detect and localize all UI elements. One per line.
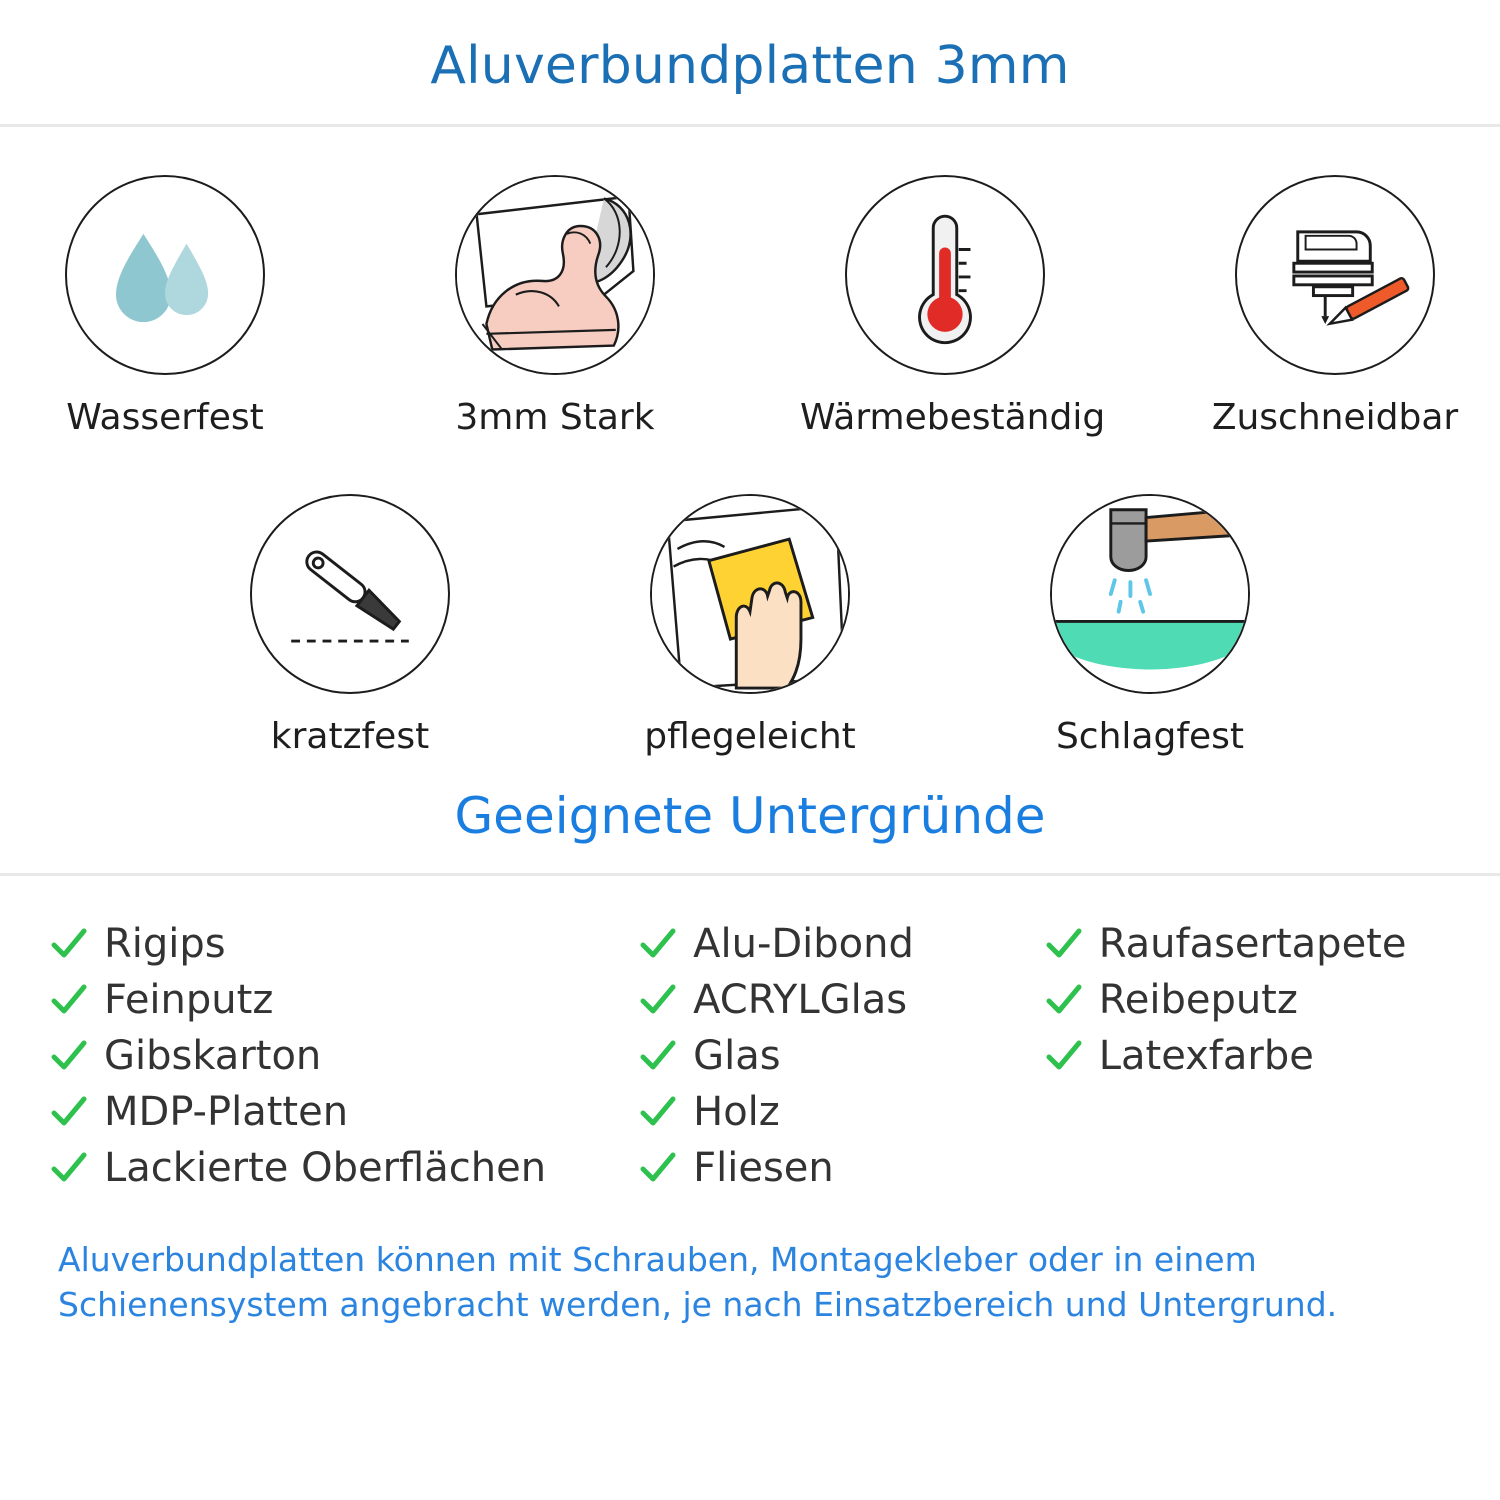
list-item [50, 1084, 639, 1140]
feature-label: Wasserfest [66, 397, 264, 438]
list-item-label: MDP-Platten [104, 1089, 349, 1135]
hammer-impact-icon [1052, 496, 1248, 692]
list-item-label: Feinputz [104, 977, 274, 1023]
feature-icon-circle [455, 175, 655, 375]
list-item-label: Rigips [104, 921, 226, 967]
scratch-knife-icon [252, 496, 448, 692]
list-item [50, 1140, 639, 1196]
list-item-label: Latexfarbe [1098, 1033, 1314, 1079]
check-mark-icon [50, 1149, 88, 1187]
check-mark-icon [1045, 925, 1083, 963]
list-item [1045, 972, 1460, 1028]
list-item [639, 1084, 1045, 1140]
check-mark-icon [50, 925, 88, 963]
section-title-substrates: Geeignete Untergründe [454, 787, 1046, 845]
list-item [50, 1028, 639, 1084]
cleaning-cloth-icon [652, 496, 848, 692]
feature-label: Zuschneidbar [1211, 397, 1459, 438]
list-item-label: Reibeputz [1098, 977, 1298, 1023]
list-item-label: ACRYLGlas [693, 977, 908, 1023]
feature-icon-circle [65, 175, 265, 375]
feature-grid [0, 127, 1500, 757]
check-mark-icon [1045, 1037, 1083, 1075]
footer-note: Aluverbundplatten können mit Schrauben, Montagekleber oder in einem Schienensystem angebracht werden, je nach Einsatzbereich und Untergrund. [58, 1240, 1338, 1324]
jigsaw-cutter-icon [1237, 177, 1433, 373]
check-mark-icon [1045, 981, 1083, 1019]
feature-zuschneidbar [1190, 175, 1480, 438]
check-mark-icon [50, 981, 88, 1019]
feature-icon-circle [1235, 175, 1435, 375]
list-item-label: Glas [693, 1033, 781, 1079]
page-title: Aluverbundplatten 3mm [430, 36, 1070, 96]
list-item-label: Holz [693, 1089, 780, 1135]
list-item-label: Fliesen [693, 1145, 834, 1191]
list-item [639, 972, 1045, 1028]
list-item [639, 1140, 1045, 1196]
header [0, 0, 1500, 124]
check-mark-icon [50, 1093, 88, 1131]
list-item [50, 972, 639, 1028]
check-mark-icon [50, 1037, 88, 1075]
list-item-label: Raufasertapete [1098, 921, 1407, 967]
water-drops-icon [67, 177, 263, 373]
list-item [639, 916, 1045, 972]
list-item [50, 916, 639, 972]
check-mark-icon [639, 981, 677, 1019]
feature-label: pflegeleicht [644, 716, 856, 757]
feature-icon-circle [845, 175, 1045, 375]
feature-label: Wärmebeständig [800, 397, 1106, 438]
feature-label: kratzfest [270, 716, 430, 757]
list-item-label: Lackierte Oberflächen [104, 1145, 547, 1191]
checklist-column-3 [1045, 916, 1460, 1196]
feature-3mm-stark [410, 175, 700, 438]
strong-arm-icon [457, 177, 653, 373]
checklist-column-1 [40, 916, 639, 1196]
list-item-label: Alu-Dibond [693, 921, 914, 967]
feature-label: 3mm Stark [455, 397, 655, 438]
list-item [639, 1028, 1045, 1084]
check-mark-icon [639, 1093, 677, 1131]
check-mark-icon [639, 1037, 677, 1075]
feature-wasserfest [20, 175, 310, 438]
feature-label: Schlagfest [1055, 716, 1245, 757]
feature-row-1 [0, 175, 1500, 438]
list-item-label: Gibskarton [104, 1033, 322, 1079]
list-item [1045, 1028, 1460, 1084]
feature-icon-circle [650, 494, 850, 694]
check-mark-icon [639, 925, 677, 963]
feature-waermebestaendig [800, 175, 1106, 438]
checklist-column-2 [639, 916, 1045, 1196]
feature-schlagfest [1005, 494, 1295, 757]
feature-icon-circle [1050, 494, 1250, 694]
feature-kratzfest [205, 494, 495, 757]
thermometer-icon [847, 177, 1043, 373]
feature-icon-circle [250, 494, 450, 694]
list-item [1045, 916, 1460, 972]
feature-row-2 [0, 494, 1500, 757]
substrate-checklist [0, 876, 1500, 1196]
feature-pflegeleicht [605, 494, 895, 757]
check-mark-icon [639, 1149, 677, 1187]
